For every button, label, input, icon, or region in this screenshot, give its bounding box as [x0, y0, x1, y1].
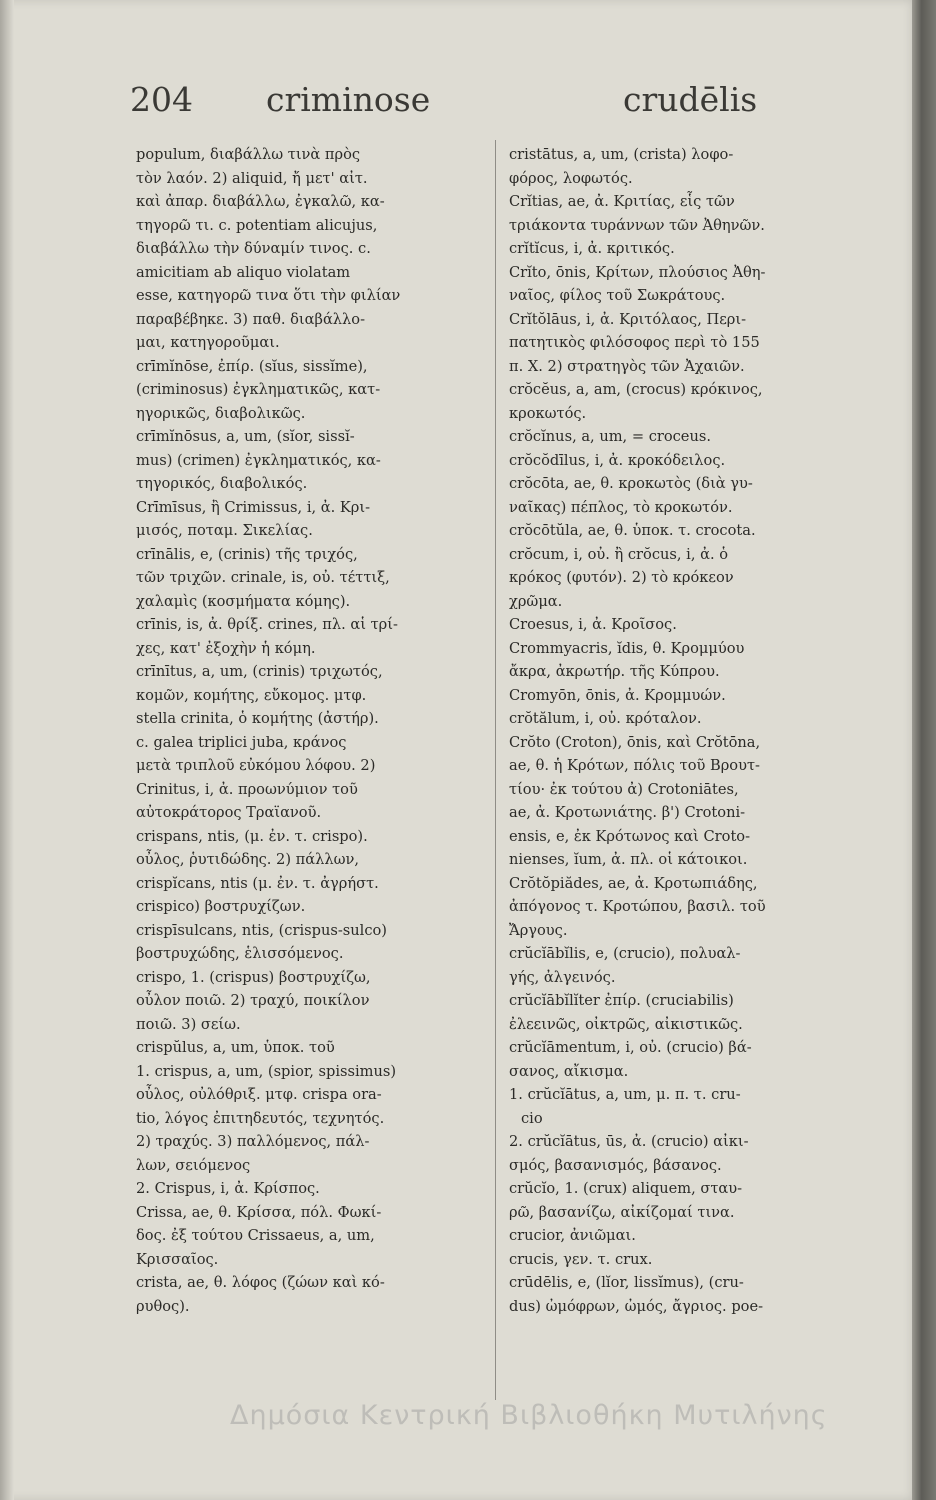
dictionary-line: crŏcōta, ae, θ. κροκωτὸς (διὰ γυ-	[509, 475, 753, 492]
library-watermark: Δημόσια Κεντρική Βιβλιοθήκη Μυτιλήνης	[230, 1400, 828, 1431]
dictionary-line: crista, ae, θ. λόφος (ζώων καὶ κό-	[136, 1274, 385, 1291]
dictionary-line: crispo, 1. (crispus) βοστρυχίζω,	[136, 968, 371, 986]
dictionary-line: Crissa, ae, θ. Κρίσσα, πόλ. Φωκί-	[136, 1203, 382, 1221]
dictionary-line: Crŏtŏpiădes, ae, ἀ. Κροτωπιάδης,	[509, 874, 758, 892]
dictionary-line: populum, διαβάλλω τινὰ πρὸς	[136, 146, 361, 163]
dictionary-line: 2. Crispus, i, ἀ. Κρίσπος.	[136, 1180, 320, 1197]
dictionary-line: c. galea triplici juba, κράνος	[136, 733, 347, 751]
dictionary-line: crispico) βοστρυχίζων.	[136, 898, 306, 915]
dictionary-line: crŭcĭāmentum, i, οὐ. (crucio) βά-	[509, 1039, 752, 1056]
dictionary-line: Crīmīsus, ἢ Crimissus, i, ἀ. Κρι-	[136, 498, 371, 516]
dictionary-line: crūdēlis, e, (lĭor, lissĭmus), (cru-	[509, 1274, 744, 1291]
dictionary-line: σανος, αἴκισμα.	[509, 1062, 629, 1080]
left-column	[136, 143, 491, 1318]
dictionary-line: crŏcŏdīlus, i, ἀ. κροκόδειλος.	[509, 451, 726, 469]
right-column	[509, 143, 869, 1318]
dictionary-line: Crĭtŏlāus, i, ἀ. Κριτόλαος, Περι-	[509, 310, 746, 328]
dictionary-line: τῶν τριχῶν. crinale, is, οὐ. τέττιξ,	[136, 569, 390, 586]
dictionary-line: ρυθος).	[136, 1297, 190, 1315]
dictionary-line: 2. crŭcĭātus, ūs, ἀ. (crucio) αἰκι-	[509, 1133, 749, 1150]
dictionary-line: crīmĭnōse, ἐπίρ. (sĭus, sissĭme),	[136, 357, 368, 375]
dictionary-line: χαλαμὶς (κοσμήματα κόμης).	[136, 592, 351, 610]
dictionary-line: ναῖος, φίλος τοῦ Σωκράτους.	[509, 287, 726, 304]
dictionary-line: mus) (crimen) ἐγκληματικός, κα-	[136, 451, 381, 469]
dictionary-line: Cromyōn, ōnis, ἀ. Κρομμυών.	[509, 686, 726, 704]
dictionary-line: crispĭcans, ntis (μ. ἐν. τ. ἀγρήστ.	[136, 874, 379, 892]
right-guideword: crudēlis	[623, 80, 758, 119]
dictionary-line: ηγορικῶς, διαβολικῶς.	[136, 404, 306, 422]
dictionary-line: τὸν λαόν. 2) aliquid, ἤ μετ' αἰτ.	[136, 169, 368, 187]
dictionary-line: crŭcĭābĭlis, e, (crucio), πολυαλ-	[509, 945, 741, 962]
dictionary-line: crĭtĭcus, i, ἀ. κριτικός.	[509, 240, 675, 257]
dictionary-line: crispīsulcans, ntis, (crispus-sulco)	[136, 921, 387, 939]
dictionary-line: Κρισσαῖος.	[136, 1250, 219, 1268]
dictionary-line: ἀπόγονος τ. Κροτώπου, βασιλ. τοῦ	[509, 898, 766, 915]
dictionary-line: dus) ὠμόφρων, ὠμός, ἄγριος. poe-	[509, 1297, 764, 1315]
dictionary-line: cristātus, a, um, (crista) λοφο-	[509, 146, 734, 163]
dictionary-line: crīnis, is, ἀ. θρίξ. crines, πλ. αἱ τρί-	[136, 616, 398, 633]
dictionary-line: crīmĭnōsus, a, um, (sĭor, sissĭ-	[136, 428, 355, 445]
dictionary-line: Crinitus, i, ἀ. προωνύμιον τοῦ	[136, 780, 358, 798]
dictionary-line: 2) τραχύς. 3) παλλόμενος, πάλ-	[136, 1133, 370, 1150]
dictionary-line: ae, ἀ. Κροτωνιάτης. β') Crotoni-	[509, 804, 746, 821]
dictionary-line: crucis, γεν. τ. crux.	[509, 1250, 653, 1268]
dictionary-line: πατητικὸς φιλόσοφος περὶ τὸ 155	[509, 334, 760, 351]
dictionary-line: nienses, ĭum, ἀ. πλ. οἱ κάτοικοι.	[509, 851, 748, 868]
dictionary-line: Crommyacris, ĭdis, θ. Κρομμύου	[509, 639, 745, 657]
dictionary-line: δος. ἐξ τούτου Crissaeus, a, um,	[136, 1227, 375, 1244]
column-divider	[495, 140, 496, 1400]
dictionary-line: 1. crŭcĭātus, a, um, μ. π. τ. cru-	[509, 1086, 741, 1103]
dictionary-line: ναῖκας) πέπλος, τὸ κροκωτόν.	[509, 498, 733, 516]
dictionary-line: 1. crispus, a, um, (spior, spissimus)	[136, 1062, 397, 1080]
page-number: 204	[130, 80, 193, 119]
left-guideword: criminose	[266, 80, 431, 119]
dictionary-line: π. Χ. 2) στρατηγὸς τῶν Ἀχαιῶν.	[509, 357, 745, 375]
dictionary-line: crispŭlus, a, um, ὑποκ. τοῦ	[136, 1039, 335, 1056]
dictionary-line: τηγορῶ τι. c. potentiam alicujus,	[136, 216, 378, 234]
dictionary-line: παραβέβηκε. 3) παθ. διαβάλλο-	[136, 310, 366, 328]
dictionary-line: φόρος, λοφωτός.	[509, 169, 633, 187]
dictionary-line: crŏcĭnus, a, um, = croceus.	[509, 428, 711, 445]
dictionary-line: tio, λόγος ἐπιτηδευτός, τεχνητός.	[136, 1109, 385, 1127]
page-header	[0, 80, 918, 130]
dictionary-line: διαβάλλω τὴν δύναμίν τινος. c.	[136, 240, 371, 257]
dictionary-line: καὶ ἀπαρ. διαβάλλω, ἐγκαλῶ, κα-	[136, 193, 385, 210]
dictionary-line: esse, κατηγορῶ τινα ὅτι τὴν φιλίαν	[136, 287, 401, 304]
dictionary-line: crŏcōtŭla, ae, θ. ὑποκ. τ. crocota.	[509, 522, 756, 539]
dictionary-line: τριάκοντα τυράννων τῶν Ἀθηνῶν.	[509, 216, 765, 234]
dictionary-line: ae, θ. ἡ Κρότων, πόλις τοῦ Βρουτ-	[509, 757, 760, 774]
dictionary-line: ρῶ, βασανίζω, αἰκίζομαί τινα.	[509, 1203, 735, 1221]
dictionary-line: crīnālis, e, (crinis) τῆς τριχός,	[136, 545, 358, 563]
dictionary-line: crŏcum, i, οὐ. ἢ crŏcus, i, ἀ. ὁ	[509, 545, 729, 563]
dictionary-line: crŭcĭo, 1. (crux) aliquem, σταυ-	[509, 1180, 743, 1197]
dictionary-line: ποιῶ. 3) σείω.	[136, 1015, 241, 1033]
dictionary-line: crŏcĕus, a, am, (crocus) κρόκινος,	[509, 381, 763, 398]
dictionary-line: οὖλον ποιῶ. 2) τραχύ, ποικίλον	[136, 992, 370, 1009]
dictionary-line: κομῶν, κομήτης, εὔκομος. μτφ.	[136, 686, 367, 704]
dictionary-line: χρῶμα.	[509, 592, 563, 610]
dictionary-line: crīnītus, a, um, (crinis) τριχωτός,	[136, 663, 383, 680]
dictionary-line: Crĭtias, ae, ἀ. Κριτίας, εἷς τῶν	[509, 193, 735, 210]
dictionary-line: βοστρυχώδης, ἑλισσόμενος.	[136, 945, 344, 962]
dictionary-line: Croesus, i, ἀ. Κροῖσος.	[509, 616, 677, 633]
dictionary-line: οὖλος, οὐλόθριξ. μτφ. crispa ora-	[136, 1086, 382, 1103]
dictionary-line: (criminosus) ἐγκληματικῶς, κατ-	[136, 381, 381, 398]
dictionary-line: μετὰ τριπλοῦ εὐκόμου λόφου. 2)	[136, 757, 376, 774]
dictionary-line: crŭcĭābĭlĭter ἐπίρ. (cruciabilis)	[509, 992, 734, 1009]
dictionary-line: ἐλεεινῶς, οἰκτρῶς, αἰκιστικῶς.	[509, 1015, 743, 1033]
dictionary-line: σμός, βασανισμός, βάσανος.	[509, 1156, 722, 1174]
dictionary-line: αὐτοκράτορος Τραϊανοῦ.	[136, 804, 322, 821]
dictionary-line: Crŏto (Croton), ōnis, καὶ Crŏtōna,	[509, 733, 761, 751]
dictionary-line: Ἄργους.	[509, 921, 568, 939]
dictionary-line: amicitiam ab aliquo violatam	[136, 263, 351, 281]
dictionary-line: κρόκος (φυτόν). 2) τὸ κρόκεον	[509, 569, 734, 586]
dictionary-line: γής, ἀλγεινός.	[509, 968, 616, 986]
book-page-edges	[912, 0, 936, 1500]
dictionary-line: ensis, e, ἐκ Κρότωνος καὶ Croto-	[509, 827, 751, 845]
dictionary-line: crŏtălum, i, οὐ. κρόταλον.	[509, 710, 702, 727]
dictionary-line: λων, σειόμενος	[136, 1156, 251, 1174]
dictionary-line: κροκωτός.	[509, 404, 587, 422]
dictionary-line: stella crinita, ὁ κομήτης (ἀστήρ).	[136, 710, 379, 727]
dictionary-line: τίου· ἐκ τούτου ἀ) Crotoniātes,	[509, 780, 739, 798]
dictionary-line: ἄκρα, ἀκρωτήρ. τῆς Κύπρου.	[509, 663, 720, 680]
dictionary-line: μισός, ποταμ. Σικελίας.	[136, 522, 313, 539]
dictionary-line: χες, κατ' ἐξοχὴν ἡ κόμη.	[136, 639, 316, 657]
page-gutter-shade	[0, 0, 14, 1500]
dictionary-line: cio	[521, 1109, 543, 1127]
dictionary-line: οὖλος, ῥυτιδώδης. 2) πάλλων,	[136, 851, 360, 868]
dictionary-line: crispans, ntis, (μ. ἐν. τ. crispo).	[136, 827, 368, 845]
dictionary-line: Crĭto, ōnis, Κρίτων, πλούσιος Ἀθη-	[509, 263, 766, 281]
dictionary-line: crucior, ἀνιῶμαι.	[509, 1227, 636, 1244]
dictionary-line: μαι, κατηγοροῦμαι.	[136, 334, 280, 351]
dictionary-line: τηγορικός, διαβολικός.	[136, 475, 308, 492]
